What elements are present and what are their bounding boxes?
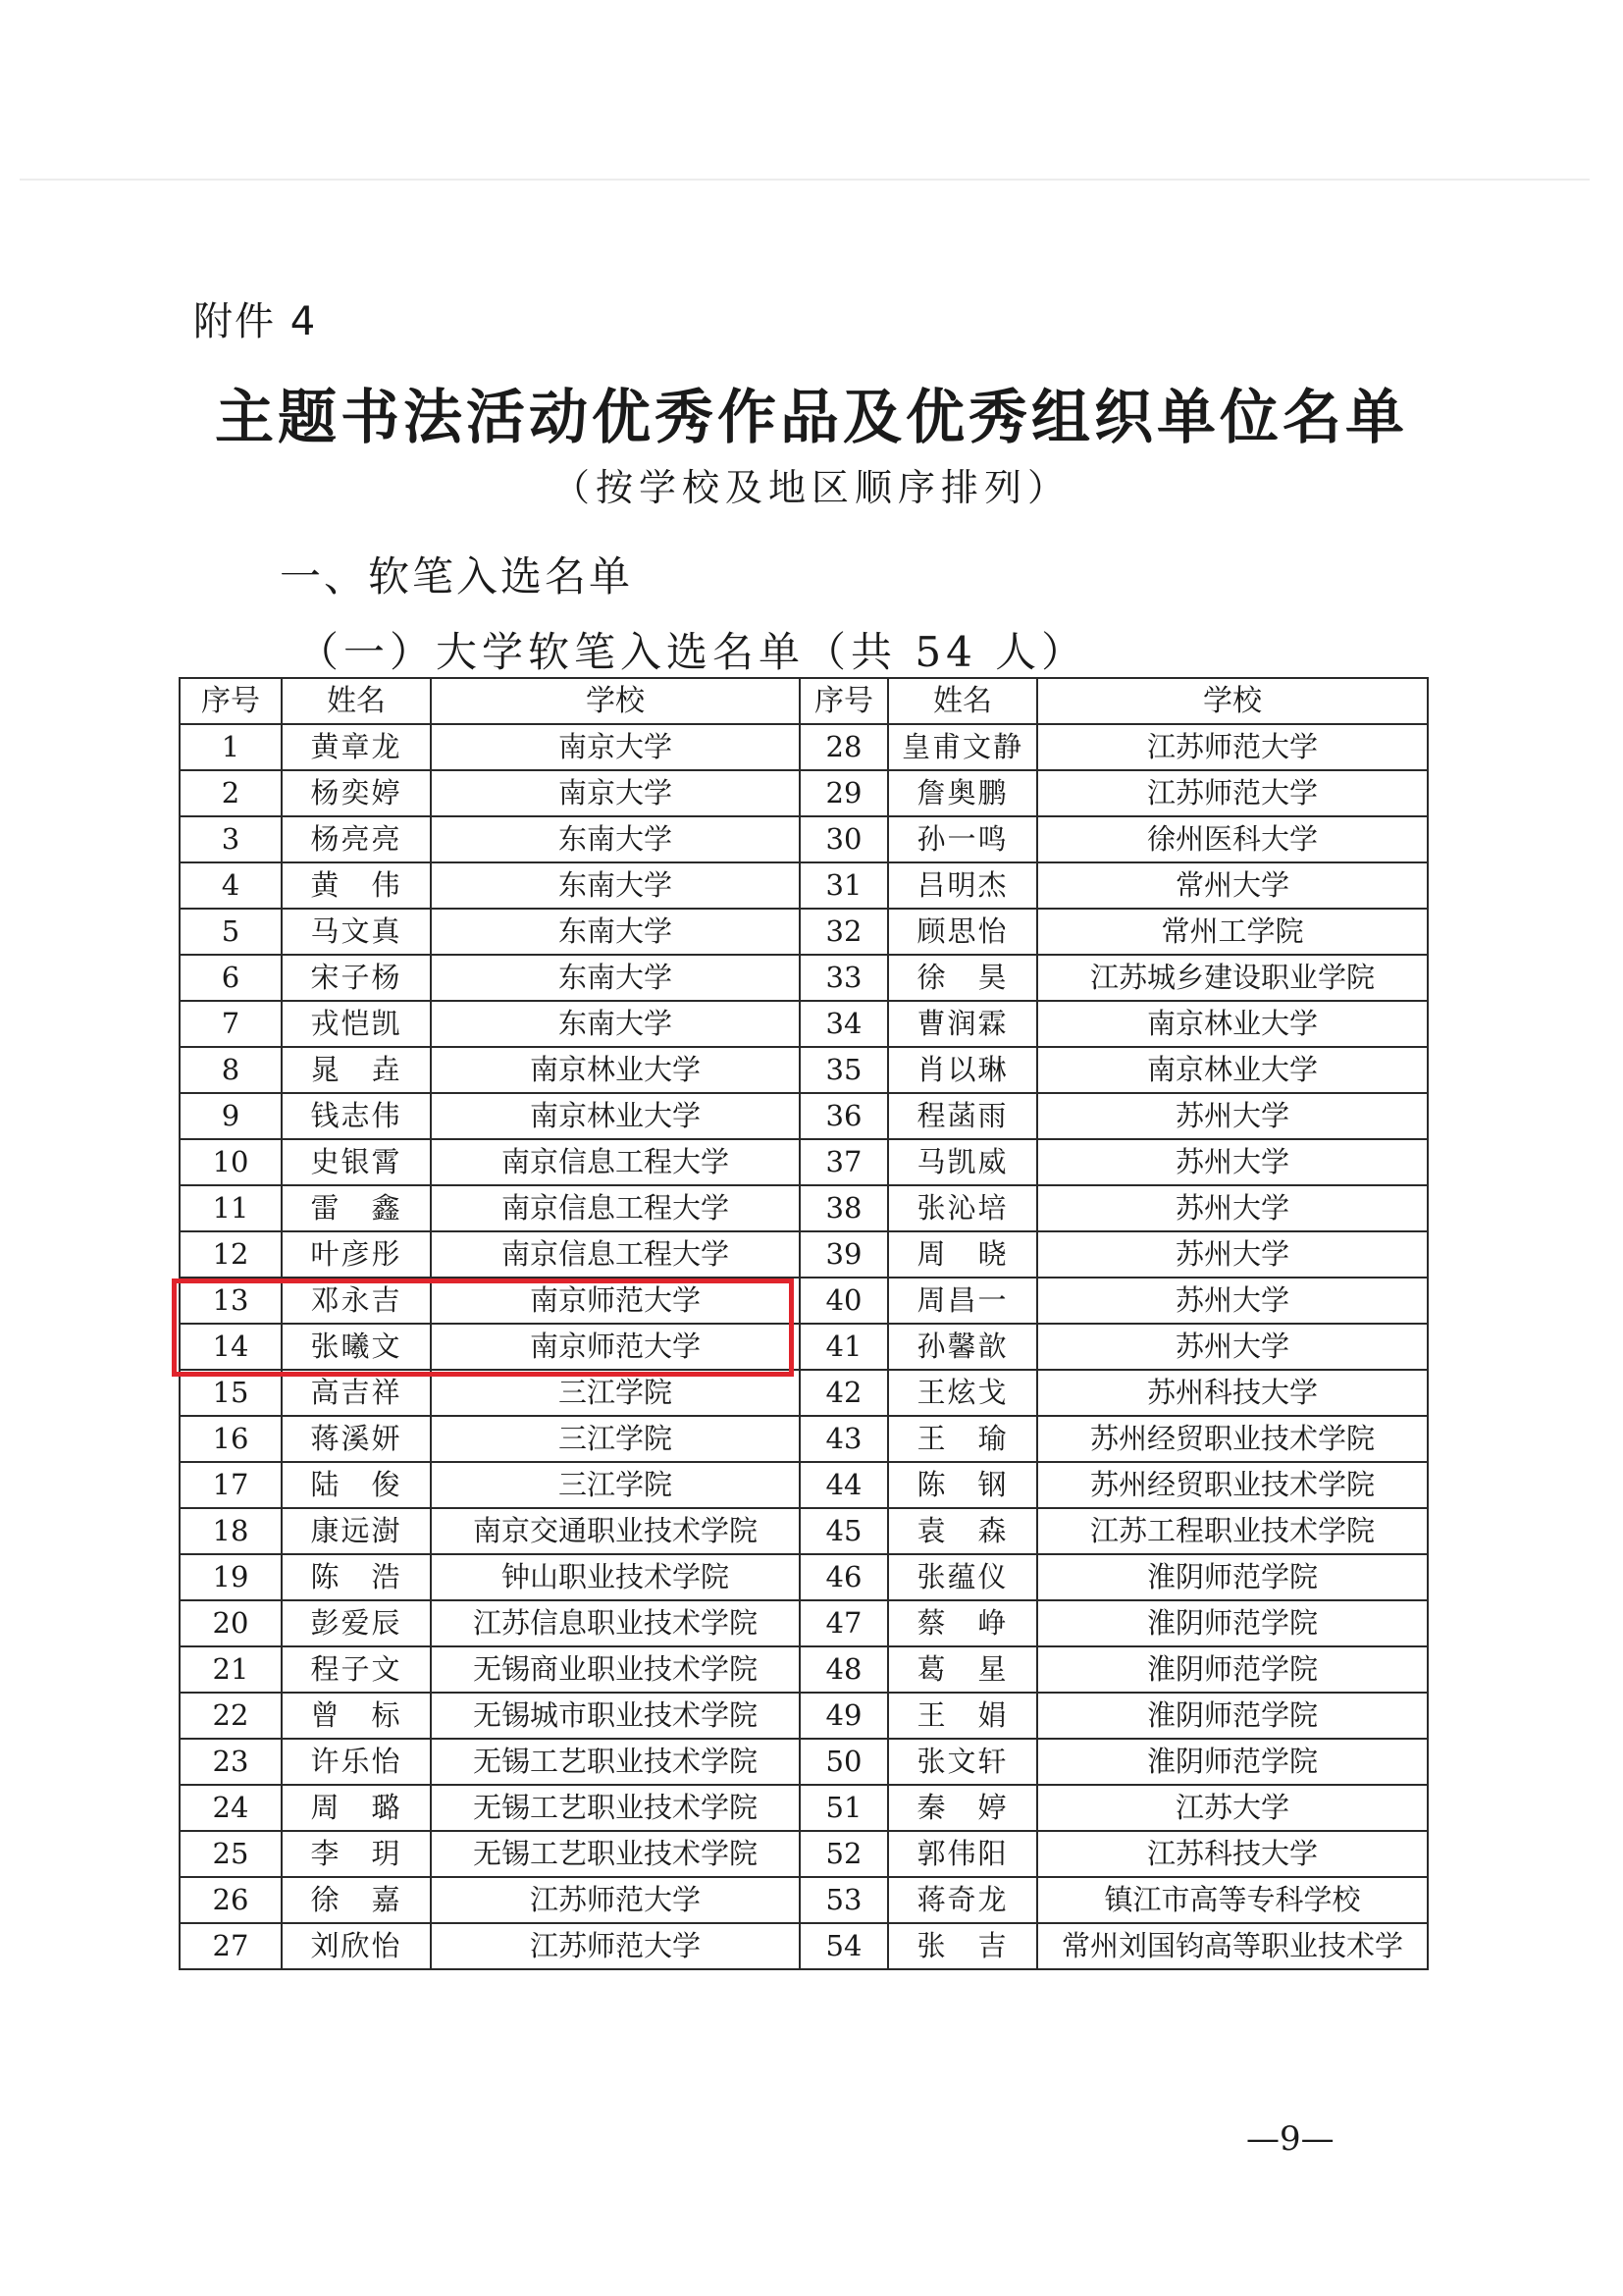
header-school: 学校: [431, 678, 800, 724]
school-name: 江苏师范大学: [431, 1877, 800, 1923]
student-name: 肖以琳: [888, 1047, 1037, 1093]
row-index: 1: [180, 724, 282, 770]
row-index: 52: [800, 1831, 888, 1877]
scan-edge-line: [20, 179, 1590, 181]
school-name: 三江学院: [431, 1416, 800, 1462]
row-index: 27: [180, 1923, 282, 1969]
school-name: 苏州经贸职业技术学院: [1037, 1416, 1428, 1462]
school-name: 常州大学: [1037, 862, 1428, 909]
school-name: 常州工学院: [1037, 909, 1428, 955]
school-name: 苏州大学: [1037, 1278, 1428, 1324]
school-name: 江苏师范大学: [1037, 770, 1428, 816]
school-name: 南京师范大学: [431, 1278, 800, 1324]
school-name: 苏州大学: [1037, 1324, 1428, 1370]
student-name: 徐 昊: [888, 955, 1037, 1001]
school-name: 南京交通职业技术学院: [431, 1508, 800, 1554]
row-index: 49: [800, 1693, 888, 1739]
school-name: 淮阴师范学院: [1037, 1693, 1428, 1739]
row-index: 37: [800, 1139, 888, 1185]
school-name: 无锡城市职业技术学院: [431, 1693, 800, 1739]
table-row: [180, 770, 1428, 816]
table-row: [180, 1877, 1428, 1923]
row-index: 51: [800, 1785, 888, 1831]
student-name: 孙馨歆: [888, 1324, 1037, 1370]
page-number: —9—: [1246, 2119, 1335, 2159]
table-row: [180, 1739, 1428, 1785]
student-name: 皇甫文静: [888, 724, 1037, 770]
school-name: 苏州大学: [1037, 1231, 1428, 1278]
student-name: 顾思怡: [888, 909, 1037, 955]
subsection-heading: （一）大学软笔入选名单（共 54 人）: [297, 628, 1088, 676]
row-index: 4: [180, 862, 282, 909]
table-row: [180, 1231, 1428, 1278]
row-index: 11: [180, 1185, 282, 1231]
row-index: 53: [800, 1877, 888, 1923]
header-index: 序号: [800, 678, 888, 724]
table-row: [180, 1554, 1428, 1600]
row-index: 17: [180, 1462, 282, 1508]
school-name: 东南大学: [431, 909, 800, 955]
school-name: 江苏师范大学: [431, 1923, 800, 1969]
school-name: 徐州医科大学: [1037, 816, 1428, 862]
school-name: 无锡工艺职业技术学院: [431, 1785, 800, 1831]
school-name: 淮阴师范学院: [1037, 1646, 1428, 1693]
table-row: [180, 1001, 1428, 1047]
table-row: [180, 1923, 1428, 1969]
row-index: 24: [180, 1785, 282, 1831]
student-name: 陆 俊: [282, 1462, 431, 1508]
student-name: 许乐怡: [282, 1739, 431, 1785]
row-index: 15: [180, 1370, 282, 1416]
student-name: 王炫戈: [888, 1370, 1037, 1416]
school-name: 江苏师范大学: [1037, 724, 1428, 770]
school-name: 江苏信息职业技术学院: [431, 1600, 800, 1646]
table-row: [180, 909, 1428, 955]
row-index: 48: [800, 1646, 888, 1693]
student-name: 詹奥鹏: [888, 770, 1037, 816]
school-name: 江苏城乡建设职业学院: [1037, 955, 1428, 1001]
table-header-row: [180, 678, 1428, 724]
table-row: [180, 1508, 1428, 1554]
row-index: 29: [800, 770, 888, 816]
table-row: [180, 816, 1428, 862]
row-index: 35: [800, 1047, 888, 1093]
row-index: 18: [180, 1508, 282, 1554]
student-name: 孙一鸣: [888, 816, 1037, 862]
attachment-label: 附件 4: [193, 299, 318, 344]
table-row: [180, 955, 1428, 1001]
student-name: 刘欣怡: [282, 1923, 431, 1969]
table-row: [180, 1139, 1428, 1185]
table-row: [180, 1047, 1428, 1093]
row-index: 3: [180, 816, 282, 862]
school-name: 三江学院: [431, 1370, 800, 1416]
school-name: 无锡工艺职业技术学院: [431, 1831, 800, 1877]
row-index: 44: [800, 1462, 888, 1508]
student-name: 郭伟阳: [888, 1831, 1037, 1877]
row-index: 2: [180, 770, 282, 816]
row-index: 6: [180, 955, 282, 1001]
school-name: 江苏科技大学: [1037, 1831, 1428, 1877]
school-name: 南京师范大学: [431, 1324, 800, 1370]
header-school: 学校: [1037, 678, 1428, 724]
school-name: 淮阴师范学院: [1037, 1739, 1428, 1785]
student-name: 宋子杨: [282, 955, 431, 1001]
student-name: 邓永吉: [282, 1278, 431, 1324]
row-index: 25: [180, 1831, 282, 1877]
row-index: 16: [180, 1416, 282, 1462]
section-heading: 一、软笔入选名单: [280, 552, 634, 600]
row-index: 40: [800, 1278, 888, 1324]
row-index: 26: [180, 1877, 282, 1923]
school-name: 苏州科技大学: [1037, 1370, 1428, 1416]
student-name: 马文真: [282, 909, 431, 955]
school-name: 东南大学: [431, 1001, 800, 1047]
school-name: 常州刘国钧高等职业技术学: [1037, 1923, 1428, 1969]
student-name: 王 瑜: [888, 1416, 1037, 1462]
student-name: 徐 嘉: [282, 1877, 431, 1923]
row-index: 43: [800, 1416, 888, 1462]
school-name: 南京林业大学: [431, 1047, 800, 1093]
row-index: 10: [180, 1139, 282, 1185]
header-name: 姓名: [282, 678, 431, 724]
student-name: 杨亮亮: [282, 816, 431, 862]
student-name: 张曦文: [282, 1324, 431, 1370]
school-name: 东南大学: [431, 816, 800, 862]
student-name: 晁 垚: [282, 1047, 431, 1093]
row-index: 38: [800, 1185, 888, 1231]
student-name: 程菡雨: [888, 1093, 1037, 1139]
school-name: 镇江市高等专科学校: [1037, 1877, 1428, 1923]
row-index: 39: [800, 1231, 888, 1278]
student-name: 杨奕婷: [282, 770, 431, 816]
school-name: 苏州经贸职业技术学院: [1037, 1462, 1428, 1508]
row-index: 42: [800, 1370, 888, 1416]
table-row: [180, 1370, 1428, 1416]
student-name: 张沁培: [888, 1185, 1037, 1231]
table-row: [180, 1600, 1428, 1646]
row-index: 46: [800, 1554, 888, 1600]
student-name: 王 娟: [888, 1693, 1037, 1739]
page-title: 主题书法活动优秀作品及优秀组织单位名单: [215, 384, 1408, 452]
table-row: [180, 862, 1428, 909]
student-name: 史银霄: [282, 1139, 431, 1185]
school-name: 东南大学: [431, 862, 800, 909]
table-row: [180, 1416, 1428, 1462]
student-name: 蒋奇龙: [888, 1877, 1037, 1923]
student-name: 张文轩: [888, 1739, 1037, 1785]
student-name: 蒋溪妍: [282, 1416, 431, 1462]
row-index: 41: [800, 1324, 888, 1370]
school-name: 苏州大学: [1037, 1185, 1428, 1231]
student-name: 彭爱辰: [282, 1600, 431, 1646]
table-row: [180, 724, 1428, 770]
student-name: 曾 标: [282, 1693, 431, 1739]
row-index: 33: [800, 955, 888, 1001]
student-name: 程子文: [282, 1646, 431, 1693]
school-name: 三江学院: [431, 1462, 800, 1508]
student-name: 陈 浩: [282, 1554, 431, 1600]
table-row: [180, 1831, 1428, 1877]
school-name: 钟山职业技术学院: [431, 1554, 800, 1600]
row-index: 9: [180, 1093, 282, 1139]
row-index: 12: [180, 1231, 282, 1278]
student-name: 黄 伟: [282, 862, 431, 909]
row-index: 8: [180, 1047, 282, 1093]
student-name: 李 玥: [282, 1831, 431, 1877]
student-name: 叶彦彤: [282, 1231, 431, 1278]
student-name: 马凯威: [888, 1139, 1037, 1185]
table-row: [180, 1693, 1428, 1739]
school-name: 无锡商业职业技术学院: [431, 1646, 800, 1693]
row-index: 54: [800, 1923, 888, 1969]
row-index: 19: [180, 1554, 282, 1600]
school-name: 南京林业大学: [1037, 1001, 1428, 1047]
school-name: 江苏工程职业技术学院: [1037, 1508, 1428, 1554]
row-index: 21: [180, 1646, 282, 1693]
school-name: 江苏大学: [1037, 1785, 1428, 1831]
row-index: 14: [180, 1324, 282, 1370]
page-subtitle: （按学校及地区顺序排列）: [551, 466, 1071, 509]
student-name: 陈 钢: [888, 1462, 1037, 1508]
school-name: 苏州大学: [1037, 1139, 1428, 1185]
student-name: 张 吉: [888, 1923, 1037, 1969]
student-name: 戎恺凯: [282, 1001, 431, 1047]
school-name: 东南大学: [431, 955, 800, 1001]
student-name: 周昌一: [888, 1278, 1037, 1324]
table-row: [180, 1462, 1428, 1508]
row-index: 36: [800, 1093, 888, 1139]
row-index: 30: [800, 816, 888, 862]
school-name: 南京大学: [431, 770, 800, 816]
student-name: 蔡 峥: [888, 1600, 1037, 1646]
row-index: 20: [180, 1600, 282, 1646]
school-name: 淮阴师范学院: [1037, 1554, 1428, 1600]
header-name: 姓名: [888, 678, 1037, 724]
school-name: 无锡工艺职业技术学院: [431, 1739, 800, 1785]
school-name: 淮阴师范学院: [1037, 1600, 1428, 1646]
student-name: 张蕴仪: [888, 1554, 1037, 1600]
school-name: 南京林业大学: [1037, 1047, 1428, 1093]
row-index: 31: [800, 862, 888, 909]
school-name: 南京信息工程大学: [431, 1185, 800, 1231]
table-row: [180, 1785, 1428, 1831]
student-name: 钱志伟: [282, 1093, 431, 1139]
student-name: 葛 星: [888, 1646, 1037, 1693]
row-index: 5: [180, 909, 282, 955]
table-row: [180, 1646, 1428, 1693]
row-index: 13: [180, 1278, 282, 1324]
school-name: 南京信息工程大学: [431, 1139, 800, 1185]
school-name: 南京大学: [431, 724, 800, 770]
row-index: 32: [800, 909, 888, 955]
table-row: [180, 1093, 1428, 1139]
school-name: 苏州大学: [1037, 1093, 1428, 1139]
row-index: 47: [800, 1600, 888, 1646]
row-index: 23: [180, 1739, 282, 1785]
highlight-box: [172, 1278, 794, 1377]
student-name: 秦 婷: [888, 1785, 1037, 1831]
student-name: 黄章龙: [282, 724, 431, 770]
row-index: 22: [180, 1693, 282, 1739]
student-name: 曹润霖: [888, 1001, 1037, 1047]
school-name: 南京林业大学: [431, 1093, 800, 1139]
student-name: 吕明杰: [888, 862, 1037, 909]
row-index: 34: [800, 1001, 888, 1047]
row-index: 45: [800, 1508, 888, 1554]
student-name: 周 晓: [888, 1231, 1037, 1278]
student-name: 雷 鑫: [282, 1185, 431, 1231]
row-index: 7: [180, 1001, 282, 1047]
row-index: 28: [800, 724, 888, 770]
table-row: [180, 1185, 1428, 1231]
student-name: 袁 森: [888, 1508, 1037, 1554]
header-index: 序号: [180, 678, 282, 724]
student-name: 高吉祥: [282, 1370, 431, 1416]
student-name: 康远澍: [282, 1508, 431, 1554]
school-name: 南京信息工程大学: [431, 1231, 800, 1278]
student-name: 周 璐: [282, 1785, 431, 1831]
row-index: 50: [800, 1739, 888, 1785]
